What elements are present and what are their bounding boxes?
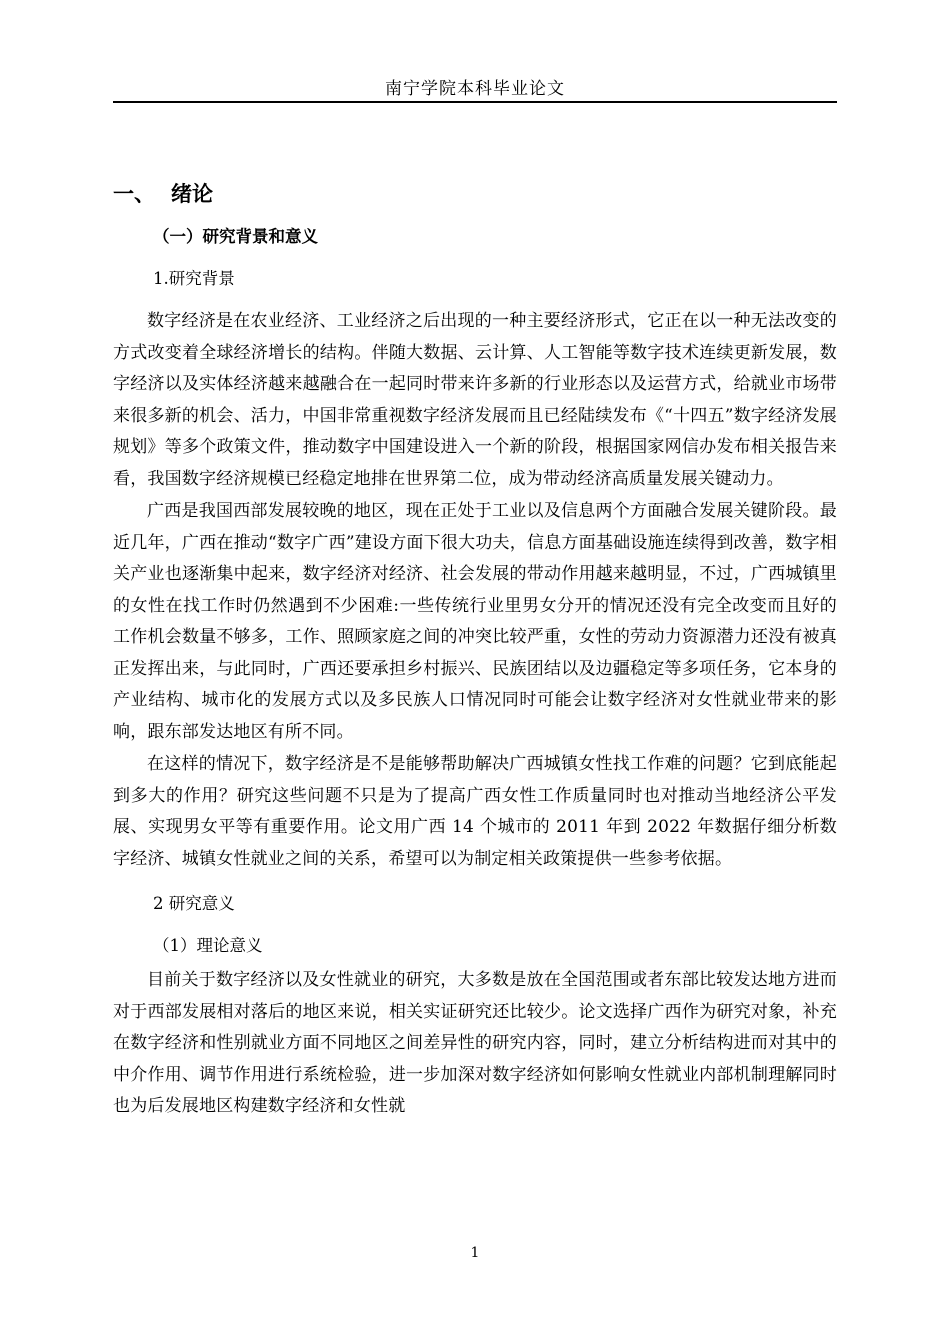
chapter-number: 一、: [113, 182, 155, 206]
subsubsection-heading-theory: （1）理论意义: [153, 936, 263, 955]
body-paragraph: 目前关于数字经济以及女性就业的研究，大多数是放在全国范围或者东部比较发达地方进而对于西部发展相对落后的地区来说，相关实证研究还比较少。论文选择广西作为研究对象，补充在数字经济和性别就业方面不同地区之间差异性的研究内容，同时，建立分析结构进而对其中的中介作用、调节作用进行系统检验，进一步加深对数字经济如何影响女性就业内部机制理解同时也为后发展地区构建数字经济和女性就: [113, 970, 837, 1116]
section-heading: （一）研究背景和意义: [153, 227, 318, 246]
header-divider: [113, 101, 837, 103]
page-header-title: 南宁学院本科毕业论文: [385, 79, 565, 99]
body-paragraph: 数字经济是在农业经济、工业经济之后出现的一种主要经济形式，它正在以一种无法改变的方式改变着全球经济增长的结构。伴随大数据、云计算、人工智能等数字技术连续更新发展，数字经济以及实体经济越来越融合在一起同时带来许多新的行业形态以及运营方式，给就业市场带来很多新的机会、活力，中国非常重视数字经济发展而且已经陆续发布《“十四五”数字经济发展规划》等多个政策文件，推动数字中国建设进入一个新的阶段，根据国家网信办发布相关报告来看，我国数字经济规模已经稳定地排在世界第二位，成为带动经济高质量发展关键动力。: [113, 311, 837, 489]
chapter-title: 绪论: [171, 182, 213, 206]
page-number: 1: [470, 1245, 480, 1261]
subsection-heading-background: 1.研究背景: [153, 269, 235, 288]
chapter-heading: [113, 176, 837, 212]
body-paragraph: 广西是我国西部发展较晚的地区，现在正处于工业以及信息两个方面融合发展关键阶段。最近几年，广西在推动“数字广西”建设方面下很大功夫，信息方面基础设施连续得到改善，数字相关产业也逐渐集中起来，数字经济对经济、社会发展的带动作用越来越明显，不过，广西城镇里的女性在找工作时仍然遇到不少困难:一些传统行业里男女分开的情况还没有完全改变而且好的工作机会数量不够多，工作、照顾家庭之间的冲突比较严重，女性的劳动力资源潜力还没有被真正发挥出来，与此同时，广西还要承担乡村振兴、民族团结以及边疆稳定等多项任务，它本身的产业结构、城市化的发展方式以及多民族人口情况同时可能会让数字经济对女性就业带来的影响，跟东部发达地区有所不同。: [113, 501, 837, 742]
body-paragraph: 在这样的情况下，数字经济是不是能够帮助解决广西城镇女性找工作难的问题？它到底能起到多大的作用？研究这些问题不只是为了提高广西女性工作质量同时也对推动当地经济公平发展、实现男女平等有重要作用。论文用广西 14 个城市的 2011 年到 2022 年数据仔细分析数字经济、城镇女性就业之间的关系，希望可以为制定相关政策提供一些参考依据。: [113, 754, 837, 869]
subsection-heading-significance: 2 研究意义: [153, 894, 235, 913]
document-body: [113, 176, 837, 1123]
